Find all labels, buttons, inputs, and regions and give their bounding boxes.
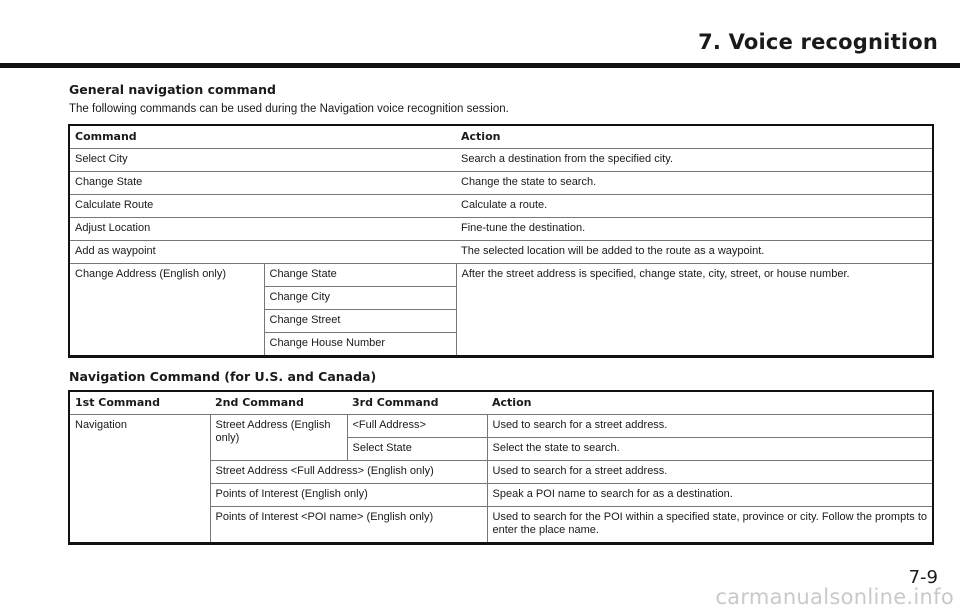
- navigation-command-table: [68, 390, 934, 545]
- header-rule: [0, 63, 960, 68]
- column-header-2nd-command: 2nd Command: [210, 391, 347, 415]
- action-cell: After the street address is specified, change state, city, street, or house number.: [456, 264, 933, 357]
- third-command-cell: Select State: [347, 438, 487, 461]
- table-row: [69, 218, 933, 241]
- command-cell: Select City: [69, 149, 456, 172]
- page-number: 7-9: [908, 567, 938, 588]
- table-row: [69, 415, 933, 438]
- command-cell: Points of Interest (English only): [210, 484, 487, 507]
- subcommand-cell: Change House Number: [264, 333, 456, 357]
- table-header-row: [69, 125, 933, 149]
- command-cell: Points of Interest <POI name> (English only): [210, 507, 487, 544]
- action-cell: Used to search for the POI within a specified state, province or city. Follow the prompts to enter the place name.: [487, 507, 933, 544]
- command-cell: Calculate Route: [69, 195, 456, 218]
- action-cell: Fine-tune the destination.: [456, 218, 933, 241]
- table-row: [69, 195, 933, 218]
- table-header-row: [69, 391, 933, 415]
- command-cell: Change Address (English only): [69, 264, 264, 357]
- chapter-title: 7. Voice recognition: [698, 30, 938, 54]
- table-row: [69, 149, 933, 172]
- table-row: [69, 241, 933, 264]
- subcommand-cell: Change City: [264, 287, 456, 310]
- column-header-action: Action: [456, 125, 933, 149]
- column-header-1st-command: 1st Command: [69, 391, 210, 415]
- command-cell: Street Address <Full Address> (English only): [210, 461, 487, 484]
- action-cell: Used to search for a street address.: [487, 415, 933, 438]
- action-cell: Change the state to search.: [456, 172, 933, 195]
- subcommand-cell: Change Street: [264, 310, 456, 333]
- action-cell: Calculate a route.: [456, 195, 933, 218]
- column-header-3rd-command: 3rd Command: [347, 391, 487, 415]
- action-cell: Select the state to search.: [487, 438, 933, 461]
- watermark: carmanualsonline.info: [715, 585, 954, 609]
- third-command-cell: <Full Address>: [347, 415, 487, 438]
- column-header-command: Command: [69, 125, 456, 149]
- command-cell: Change State: [69, 172, 456, 195]
- general-command-table: [68, 124, 934, 358]
- general-intro-text: The following commands can be used during the Navigation voice recognition session.: [69, 103, 509, 115]
- column-header-action: Action: [487, 391, 933, 415]
- second-command-cell: Street Address (English only): [210, 415, 347, 461]
- action-cell: The selected location will be added to the route as a waypoint.: [456, 241, 933, 264]
- action-cell: Search a destination from the specified city.: [456, 149, 933, 172]
- nav-section-heading: Navigation Command (for U.S. and Canada): [69, 369, 377, 384]
- action-cell: Used to search for a street address.: [487, 461, 933, 484]
- command-cell: Adjust Location: [69, 218, 456, 241]
- general-section-heading: General navigation command: [69, 82, 276, 97]
- table-row: [69, 172, 933, 195]
- table-row: [69, 264, 933, 287]
- action-cell: Speak a POI name to search for as a destination.: [487, 484, 933, 507]
- command-cell: Add as waypoint: [69, 241, 456, 264]
- subcommand-cell: Change State: [264, 264, 456, 287]
- first-command-cell: Navigation: [69, 415, 210, 544]
